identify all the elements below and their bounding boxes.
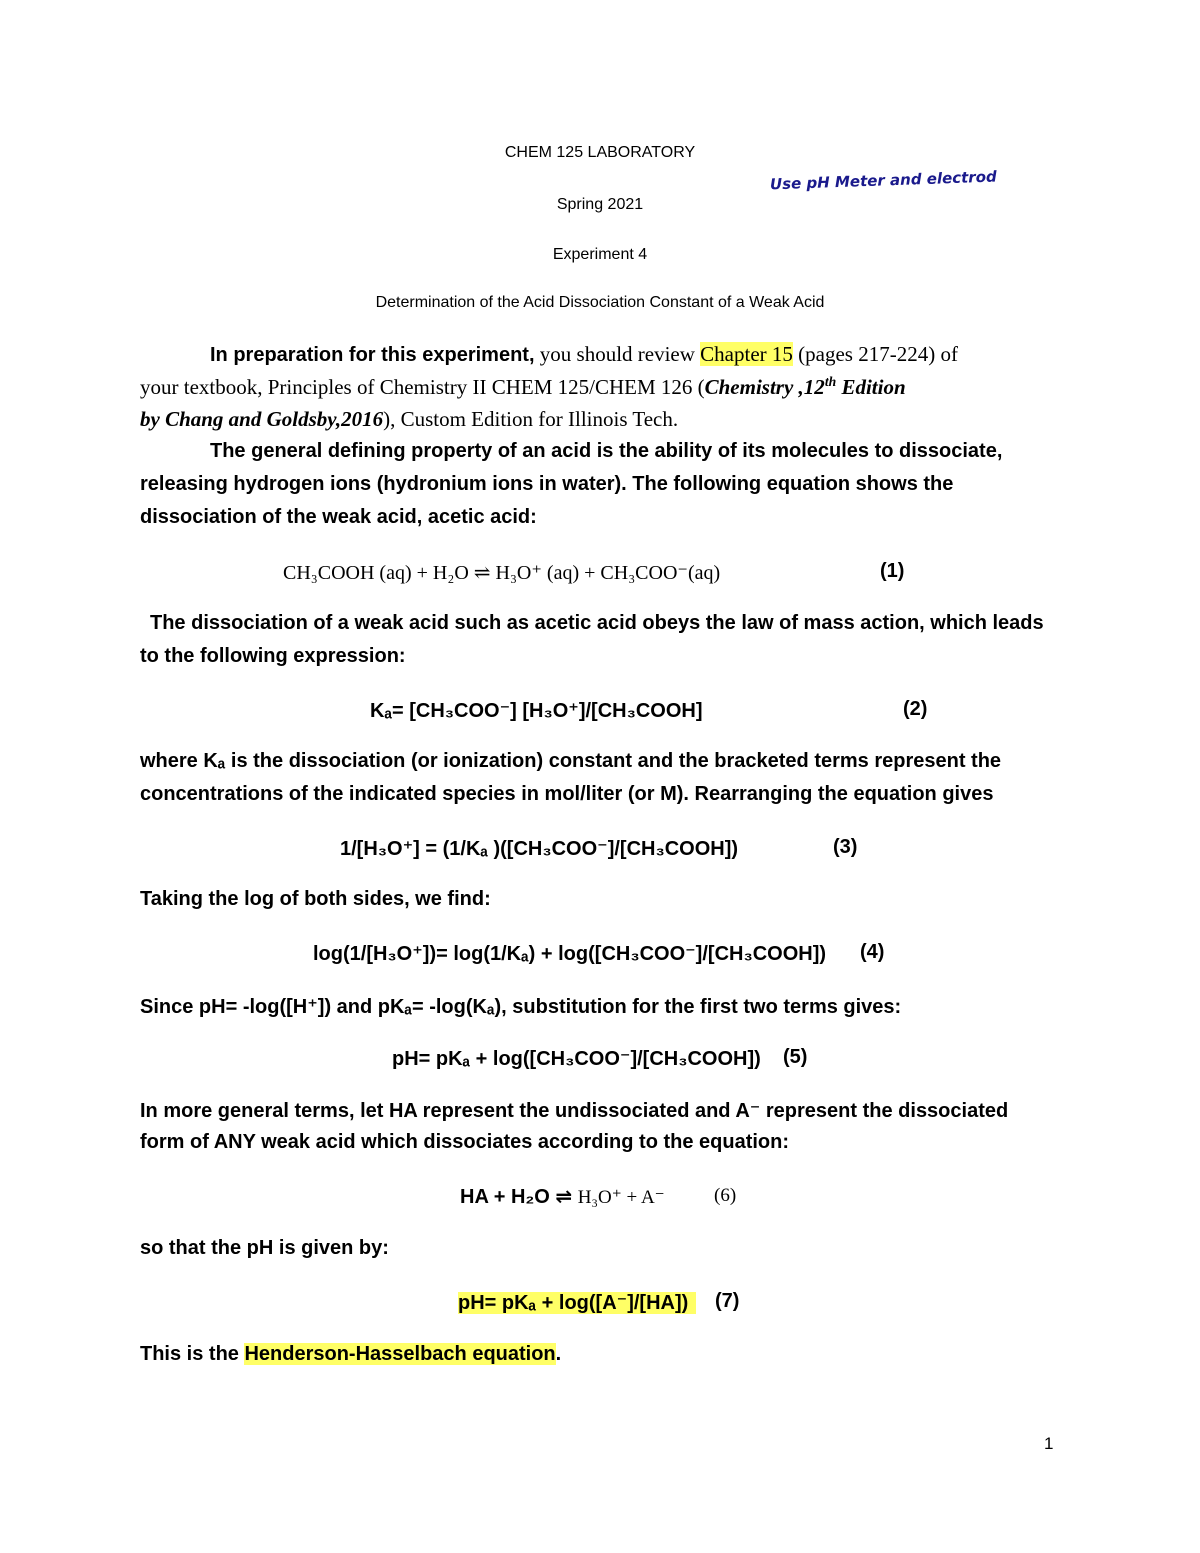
textbook-title: your textbook, Principles of Chemistry II CHEM 125/CHEM 126 ( [140,375,705,399]
para9 [140,1343,1060,1366]
experiment-number: Experiment 4 [552,246,648,263]
chapter-highlight: Chapter 15 [700,342,793,366]
intro-pages: (pages 217-224) of [792,342,958,366]
equation-7-number: (7) [715,1290,740,1312]
para4-line-1: where Kₐ is the dissociation (or ionization) constant and the bracketed terms represent the [140,750,1002,772]
para6: Since pH= -log([H⁺]) and pKₐ= -log(Kₐ), substitution for the first two terms gives: [140,996,902,1018]
para9-lead: This is the [140,1343,245,1365]
experiment-title: Determination of the Acid Dissociation Constant of a Weak Acid [375,294,825,311]
handwritten-annotation [768,168,1000,194]
para3-line-1: The dissociation of a weak acid such as acetic acid obeys the law of mass action, which leads [150,612,1044,634]
para7-line-1: In more general terms, let HA represent the undissociated and A⁻ represent the dissociated [140,1100,1009,1122]
equation-5: pH= pKₐ + log([CH₃COO⁻]/[CH₃COOH]) [392,1048,761,1070]
equation-3-number: (3) [833,836,858,858]
course-title: CHEM 125 LABORATORY [504,144,696,161]
textbook-name: Chemistry ,12 [704,375,825,399]
equation-7-highlight: pH= pKₐ + log([A⁻]/[HA]) [458,1292,696,1314]
term: Spring 2021 [556,196,644,213]
para8: so that the pH is given by: [140,1237,389,1259]
intro-line-1 [210,342,1130,367]
page-number: 1 [1044,1434,1054,1453]
equation-6-left: HA + H₂O ⇌ [460,1186,573,1208]
para3-line-2: to the following expression: [140,645,406,667]
para4-line-2: concentrations of the indicated species in mol/liter (or M). Rearranging the equation gives [140,783,994,805]
para7-line-2: form of ANY weak acid which dissociates according to the equation: [140,1131,790,1153]
equation-6-right: H₃O⁺ + A⁻ [577,1187,665,1208]
authors: by Chang and Goldsby,2016 [140,407,384,431]
annotation-text: Use pH Meter and electrod [769,168,998,194]
intro-line-2 [140,375,1060,400]
intro-text-1: you should review [534,342,701,366]
equation-4-number: (4) [860,941,885,963]
para2-line-1: The general defining property of an acid is the ability of its molecules to dissociate, [210,440,1003,462]
equation-2-number: (2) [903,698,928,720]
henderson-hasselbach-highlight: Henderson-Hasselbach equation [244,1343,556,1365]
equation-5-number: (5) [783,1046,808,1068]
equation-4: log(1/[H₃O⁺])= log(1/Kₐ) + log([CH₃COO⁻]/[CH₃COOH]) [313,943,827,965]
equation-3: 1/[H₃O⁺] = (1/Kₐ )([CH₃COO⁻]/[CH₃COOH]) [340,838,739,860]
intro-line-3 [140,407,1060,432]
para5: Taking the log of both sides, we find: [140,888,491,910]
para2-line-3: dissociation of the weak acid, acetic acid: [140,506,537,528]
para2-line-2: releasing hydrogen ions (hydronium ions in water). The following equation shows the [140,473,954,495]
equation-1-number: (1) [880,560,905,582]
edition-label: Edition [836,375,906,399]
custom-edition: ), Custom Edition for Illinois Tech. [383,407,679,431]
edition-sup: th [824,374,837,389]
equation-2: Kₐ= [CH₃COO⁻] [H₃O⁺]/[CH₃COOH] [370,700,703,722]
para9-end: . [555,1343,562,1365]
equation-7 [458,1290,706,1315]
equation-6-number: (6) [714,1185,737,1206]
intro-lead: In preparation for this experiment, [210,344,535,366]
equation-1: CH₃COOH (aq) + H₂O ⇌ H₃O⁺ (aq) + CH₃COO⁻(aq) [283,562,721,584]
